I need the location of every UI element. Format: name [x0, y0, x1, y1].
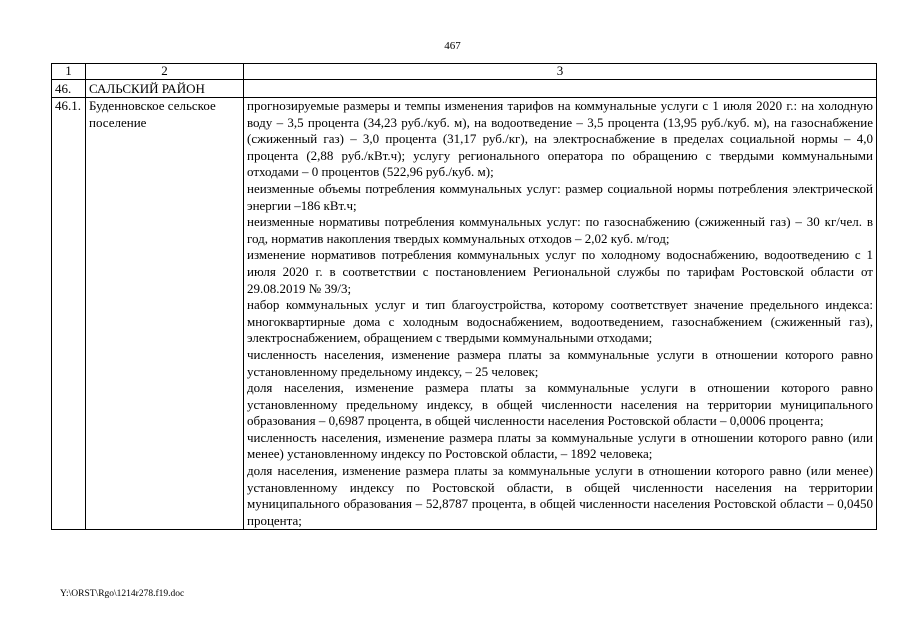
- population-share-paragraph: доля населения, изменение размера платы за коммунальные услуги в отношении которого равно установленному предельному индексу, в общей численности населения на территории муниципального образования – 0,6987 процента, в общей численности населения Ростовской области – 0,0006 процента;: [247, 380, 873, 429]
- entry-content: [244, 98, 877, 530]
- population-share-regional-paragraph: доля населения, изменение размера платы за коммунальные услуги в отношении которого равно (или менее) установленному индексу по Ростовской области, в общей численности населения на территории муниципального образования – 52,8787 процента, в общей численности населения Ростовской области – 0,0450 процента;: [247, 463, 873, 528]
- column-header-row: [52, 64, 877, 80]
- page-number: 467: [444, 40, 461, 52]
- tariff-table: [51, 63, 877, 530]
- tariff-forecast-paragraph: прогнозируемые размеры и темпы изменения тарифов на коммунальные услуги с 1 июля 2020 г.: на холодную воду – 3,5 процента (34,23 руб./куб. м), на водоотведение – 3,5 процента (13,95 руб./куб. м), на газоснабжение (сжиженный газ) – 3,0 процента (31,17 руб./кг), на электроснабжение в пределах социальной нормы – 4,0 процента (2,88 руб./кВт.ч); услугу регионального оператора по обращению с твердыми коммунальными отходами – 0 процентов (522,96 руб./куб. м);: [247, 98, 873, 180]
- column-header-1: 1: [52, 64, 86, 80]
- district-row: [52, 80, 877, 98]
- table-row: [52, 98, 877, 530]
- population-count-paragraph: численность населения, изменение размера платы за коммунальные услуги в отношении которого равно установленному предельному индексу, – 25 человек;: [247, 346, 873, 379]
- settlement-name: Буденновское сельское поселение: [86, 98, 244, 530]
- consumption-norms-paragraph: неизменные нормативы потребления коммунальных услуг: по газоснабжению (сжиженный газ) – 30 кг/чел. в год, норматив накопления твердых коммунальных отходов – 2,02 куб. м/год;: [247, 214, 873, 246]
- entry-number: 46.1.: [52, 98, 86, 530]
- norms-change-paragraph: изменение нормативов потребления коммунальных услуг по холодному водоснабжению, водоотведению с 1 июля 2020 г. в соответствии с постановлением Региональной службы по тарифам Ростовской области от 29.08.2019 № 39/3;: [247, 247, 873, 296]
- footer-file-path: Y:\ORST\Rgo\1214r278.f19.doc: [60, 589, 185, 599]
- services-set-paragraph: набор коммунальных услуг и тип благоустройства, которому соответствует значение предельного индекса: многоквартирные дома с холодным водоснабжением, водоотведением, газоснабжением (сжиженный газ), электроснабжением, обращением с твердыми коммунальными отходами;: [247, 297, 873, 346]
- column-header-2: 2: [86, 64, 244, 80]
- district-name: САЛЬСКИЙ РАЙОН: [86, 80, 244, 98]
- column-header-3: 3: [244, 64, 877, 80]
- district-number: 46.: [52, 80, 86, 98]
- district-empty-cell: [244, 80, 877, 98]
- consumption-volume-paragraph: неизменные объемы потребления коммунальных услуг: размер социальной нормы потребления электрической энергии –186 кВт.ч;: [247, 180, 873, 213]
- population-count-regional-paragraph: численность населения, изменение размера платы за коммунальные услуги в отношении которого равно (или менее) установленному индексу по Ростовской области, – 1892 человека;: [247, 429, 873, 462]
